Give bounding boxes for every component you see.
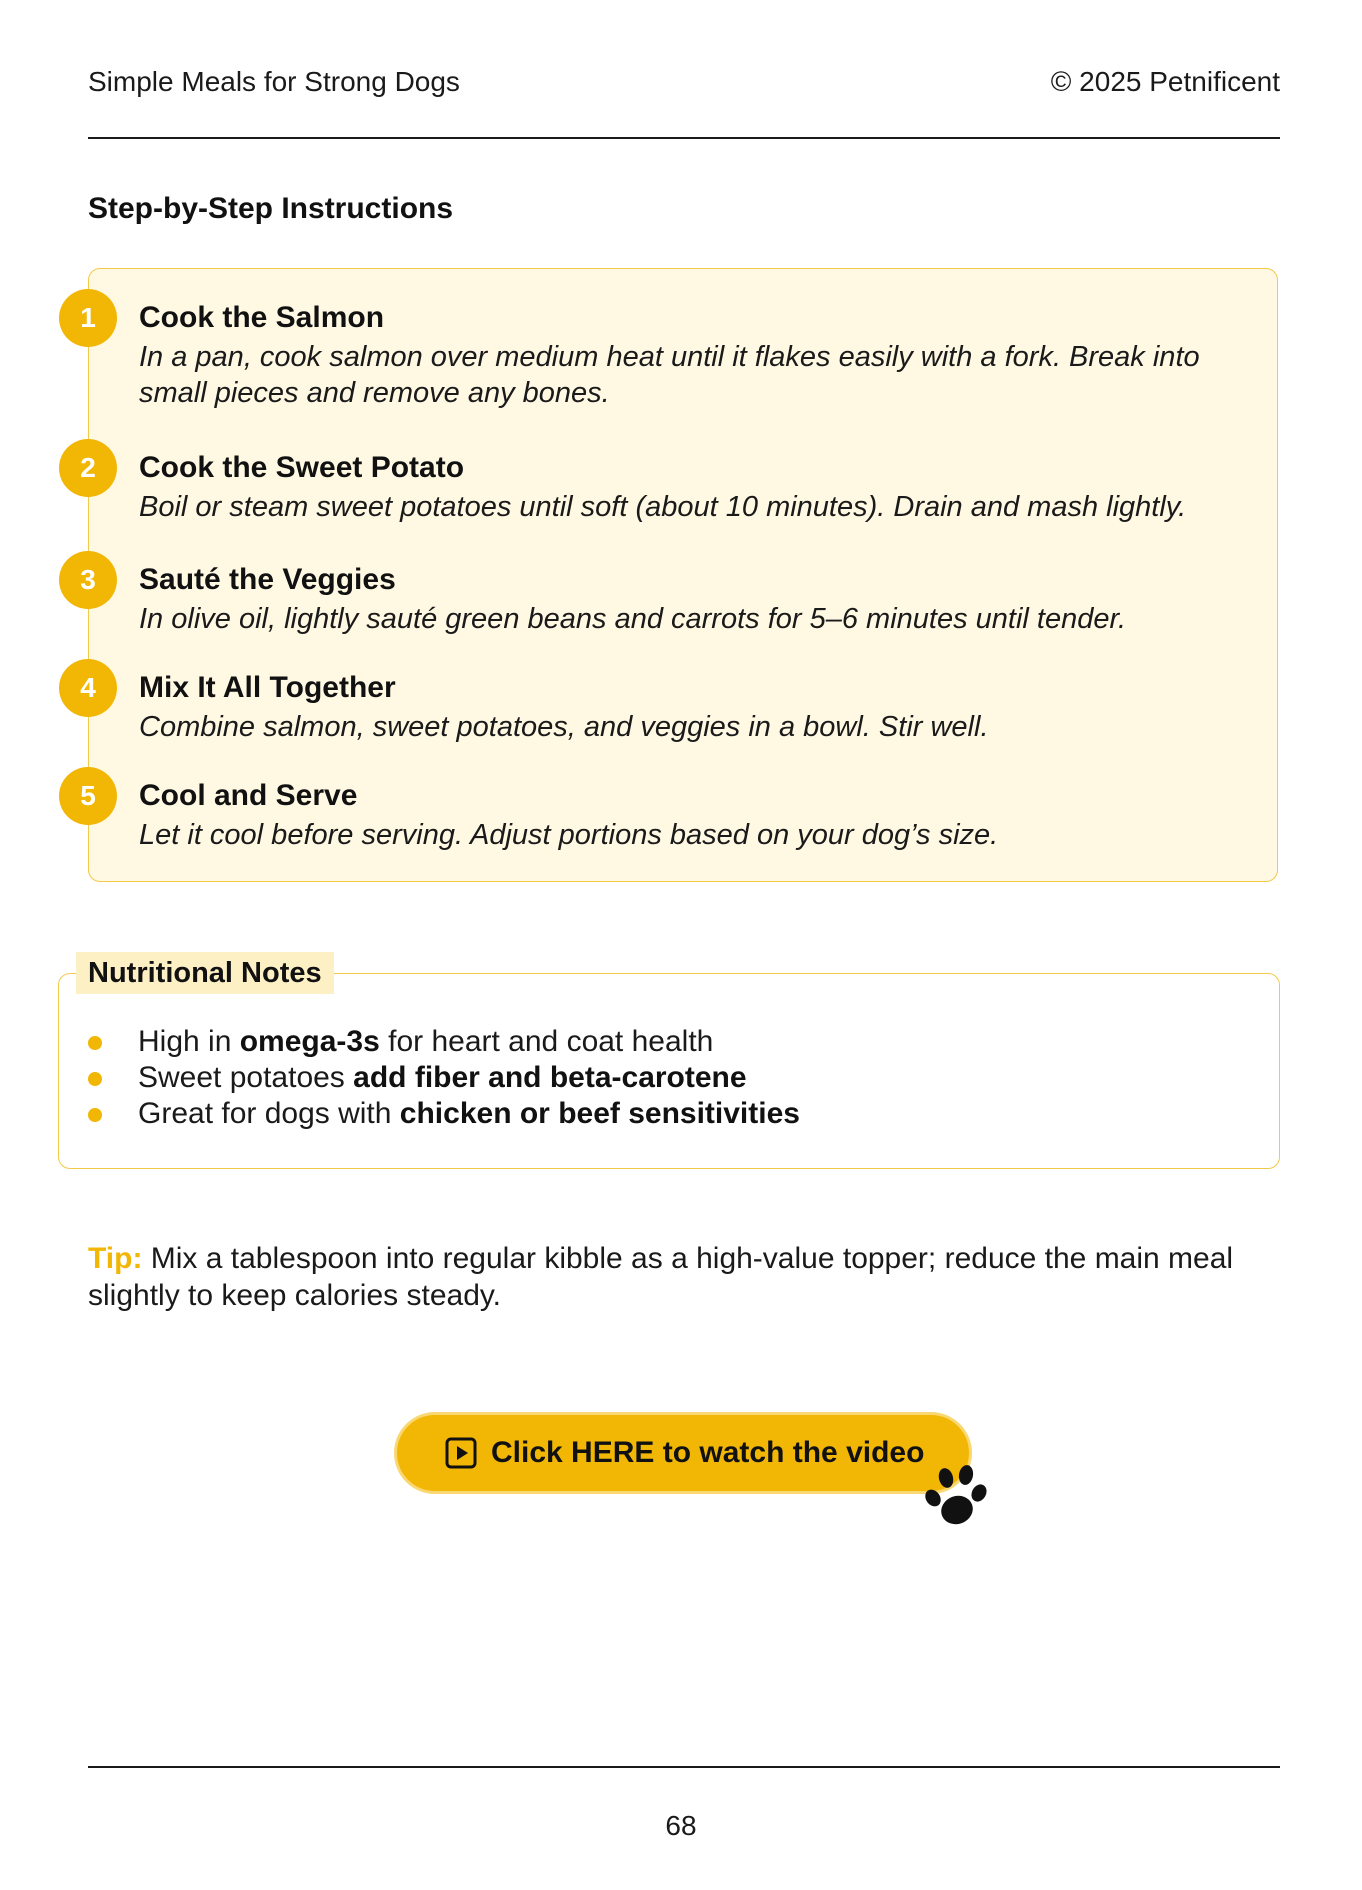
step-title: Cook the Salmon [139, 301, 385, 334]
step-title: Cool and Serve [139, 779, 358, 812]
page-number: 68 [665, 1810, 697, 1841]
list-item: High in omega-3s for heart and coat health [84, 1024, 800, 1060]
step-description: Let it cool before serving. Adjust portions based on your dog’s size. [139, 819, 999, 851]
header-divider [88, 137, 1280, 139]
footer-divider [88, 1766, 1280, 1768]
step-title: Mix It All Together [139, 671, 396, 704]
step-number-badge: 2 [59, 439, 117, 497]
nutrition-list [84, 1024, 800, 1132]
step-number-badge: 5 [59, 767, 117, 825]
paw-icon [924, 1464, 988, 1530]
watch-video-button[interactable] [394, 1412, 972, 1494]
instructions-box [80, 268, 1278, 882]
step-description: Combine salmon, sweet potatoes, and veggies in a bowl. Stir well. [139, 711, 989, 743]
instructions-title: Step-by-Step Instructions [88, 192, 454, 225]
step-description: Boil or steam sweet potatoes until soft (about 10 minutes). Drain and mash lightly. [139, 491, 1187, 523]
tip-text: Mix a tablespoon into regular kibble as a high-value topper; reduce the main meal slightly to keep calories steady. [88, 1242, 1234, 1312]
book-title: Simple Meals for Strong Dogs [88, 66, 460, 97]
step-description: In olive oil, lightly sauté green beans and carrots for 5–6 minutes until tender. [139, 603, 1127, 635]
step-title: Cook the Sweet Potato [139, 451, 465, 484]
step-title: Sauté the Veggies [139, 563, 396, 596]
bullet-icon [88, 1108, 102, 1122]
step-number-badge: 3 [59, 551, 117, 609]
step-number-badge: 4 [59, 659, 117, 717]
nutrition-title: Nutritional Notes [76, 952, 334, 994]
list-item: Great for dogs with chicken or beef sensitivities [84, 1096, 800, 1132]
tip-paragraph [88, 1240, 1278, 1314]
page-header [88, 62, 1280, 102]
bullet-icon [88, 1072, 102, 1086]
bullet-icon [88, 1036, 102, 1050]
step-number-badge: 1 [59, 289, 117, 347]
copyright: © 2025 Petnificent [1050, 66, 1280, 97]
watch-video-label: Click HERE to watch the video [491, 1436, 925, 1469]
tip-label: Tip: [88, 1242, 143, 1275]
play-icon [445, 1437, 477, 1469]
list-item: Sweet potatoes add fiber and beta-carotene [84, 1060, 800, 1096]
step-description: In a pan, cook salmon over medium heat until it flakes easily with a fork. Break into small pieces and remove any bones. [139, 341, 1200, 409]
